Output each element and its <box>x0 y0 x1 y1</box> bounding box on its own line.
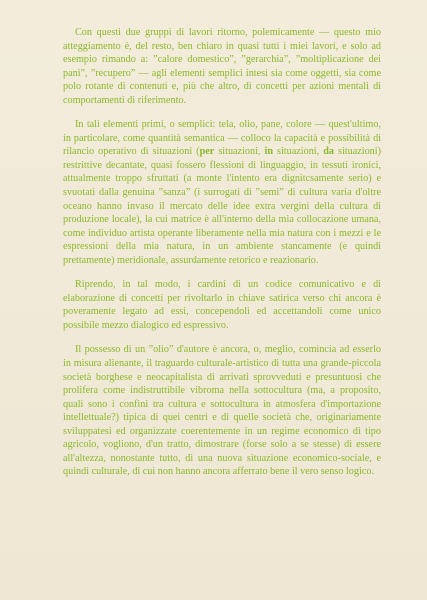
paragraph-text: Riprendo, in tal modo, i cardini di un codice comunicativo e di elaborazione di concetti per rivoltarlo in chiave satirica verso chi ancora è poveramente legato ad essi, concependoli ed accettandoli come unico possibile mezzo dialogico ed espressivo. <box>63 279 381 331</box>
paragraph-text: situazioni, <box>214 146 265 158</box>
paragraph-text: Con questi due gruppi di lavori ritorno, polemicamente — questo mio atteggiamento è, del resto, ben chiaro in quasi tutti i miei lavori, e solo ad esempio rimando a: ”calore domestico”, ”gerarchia”, ”moltiplicazione dei pani”, ”recupero” — agli elementi semplici intesi sia come oggetti, sia come polo rotante di contenuti e, più che altro, di concetti per azioni mentali di comportamenti di riferimento. <box>63 27 381 106</box>
body-text <box>63 26 381 479</box>
bold-word: in <box>264 146 273 158</box>
paragraph-3 <box>63 278 381 332</box>
bold-word: per <box>199 146 215 158</box>
paragraph-text: situazioni, <box>273 146 324 158</box>
paragraph-2 <box>63 118 381 267</box>
bold-word: da <box>323 146 334 158</box>
paragraph-1 <box>63 26 381 107</box>
paragraph-4 <box>63 343 381 478</box>
paragraph-text: Il possesso di un ”olio” d'autore è ancora, o, meglio, comincia ad esserlo in misura alienante, il traguardo culturale-artistico di tutta una grande-piccola società borghese e neocapitalista di arrivati sprovveduti e presuntuosi che prolifera come indistruttibile vibroma nella sottocultura (ma, a proposito, quali sono i confini tra cultura e sottocultura in atmosfera d'importazione intellettuale?) tipica di quei centri e di quelle società che, originariamente sviluppatesi ed organizzate coerentemente in un regime economico di tipo agricolo, vogliono, d'un tratto, dimostrare (forse solo a se stesse) di essere all'altezza, nonostante tutto, di una nuova situazione economico-sociale, e quindi culturale, di cui non hanno ancora afferrato bene il vero senso logico. <box>63 344 381 478</box>
paragraph-text: In tali elementi primi, o semplici: tela, olio, pane, colore — quest'ultimo, in particolare, come quantità semantica — colloco la capacità e possibilità di rilancio operativo di situazioni ( <box>63 119 381 158</box>
paragraph-text: situazioni) restrittive decantate, quasi fossero flessioni di linguaggio, in tessuti ironici, attualmente troppo sfruttati (a monte l'intento era dignitcsamente serio) e svuotati dalla genuina ”sanza” (i surrogati di ”semi” di cultura varia d'oltre oceano hanno invaso il mercato delle idee extra vergini della cultura di produzione locale), la cui matrice è all'interno della mia collocazione umana, come individuo artista operante liberamente nella mia natura con i mezzi e le espressioni della mia natura, in un ambiente stancamente (e quindi prettamente) meridionale, assurdamente retorico e reazionario. <box>63 146 381 266</box>
